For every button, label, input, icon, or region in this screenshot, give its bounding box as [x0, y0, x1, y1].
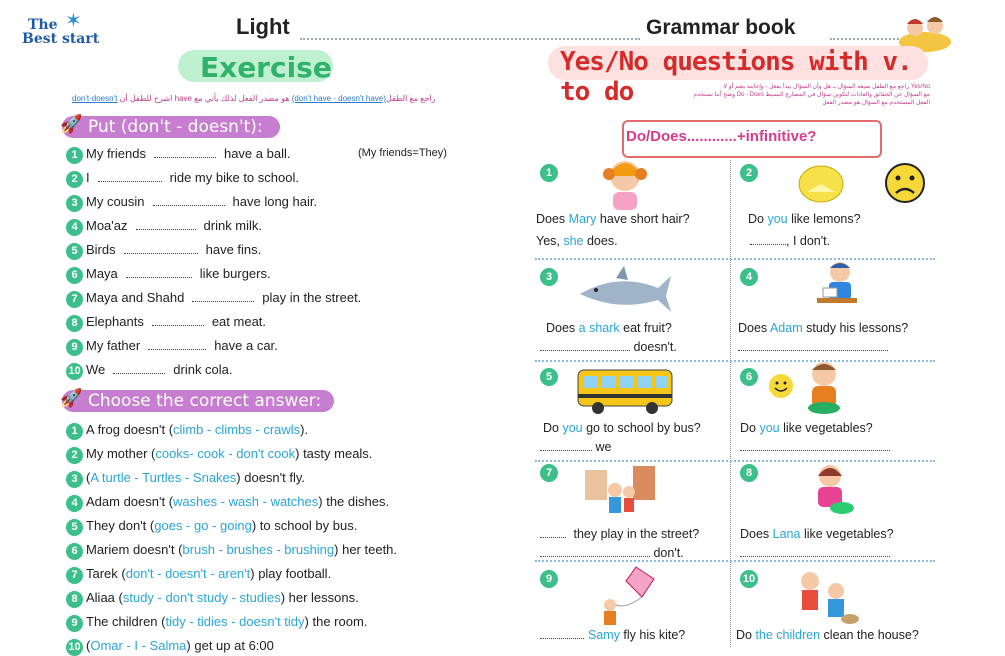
school-bus-icon [576, 364, 676, 421]
item-subject: Birds [86, 242, 116, 257]
item-options[interactable]: brush - brushes - brushing [182, 542, 335, 557]
exercise-item [86, 362, 233, 377]
item-subject: Maya [86, 266, 118, 281]
subtitle: Yes/No questions with v. to do [560, 47, 912, 107]
answer-blank[interactable] [738, 340, 888, 351]
kids-cleaning-icon [790, 563, 860, 630]
question-verb: Does [738, 321, 770, 335]
answer-part: she [563, 234, 584, 248]
exercise-item [86, 242, 261, 257]
item-number: 6 [66, 267, 83, 284]
item-suffix: ) her teeth. [334, 542, 398, 557]
teacher-note-right: راجع مع الطفل صيغة السؤال بـ هل وأن السؤال يبدأ بفعل - وإجابته بنعم أو لا Yes/No وضح أننا نستخدم Do - Does مع السؤال عن الحقائق والعادات لتكوين سؤال في المضارع البسيط الفعل المستخدم مع السؤال هو مصدر الفعل [693, 84, 930, 106]
item-suffix: ) get up at 6:00 [186, 638, 274, 653]
item-number: 2 [66, 171, 83, 188]
choice-item [86, 470, 305, 485]
item-number: 10 [66, 363, 83, 380]
item-options[interactable]: cooks- cook - don't cook [155, 446, 296, 461]
item-prefix: Aliaa ( [86, 590, 123, 605]
exercise-item [86, 266, 271, 281]
item-prefix: ( [86, 638, 91, 653]
question-subject: you [759, 421, 780, 435]
item-number: 1 [66, 147, 83, 164]
kids-street-icon [585, 462, 655, 523]
note-part: اشرح للطفل أن have هو مصدر الفعل لذلك يأتي مع [117, 94, 292, 103]
answer-part: Yes, [536, 234, 564, 248]
item-subject: Elephants [86, 314, 144, 329]
exercise-item [86, 290, 361, 305]
teacher-note-left [72, 94, 436, 103]
question [738, 321, 908, 335]
pattern-text: Do/Does............+infinitive? [626, 128, 817, 145]
boy-studying-icon [815, 258, 860, 315]
question-number: 8 [740, 464, 758, 482]
section1-banner [62, 116, 280, 138]
answer-blank[interactable] [192, 291, 254, 302]
pattern-box [622, 120, 882, 158]
question-rest: clean the house? [820, 628, 919, 642]
exercise-item [86, 314, 266, 329]
answer-blank[interactable] [126, 267, 192, 278]
item-prefix: Tarek ( [86, 566, 126, 581]
answer-part: doesn't. [630, 340, 677, 354]
question [740, 421, 873, 435]
item-options[interactable]: climb - climbs - crawls [173, 422, 301, 437]
item-number: 2 [66, 447, 83, 464]
choice-item [86, 422, 308, 437]
question-subject: Samy [588, 628, 620, 642]
exercise-item [86, 146, 290, 161]
question [543, 421, 701, 435]
item-options[interactable]: study - don't study - studies [122, 590, 281, 605]
answer [740, 546, 890, 560]
item-prefix: Mariem doesn't ( [86, 542, 183, 557]
grid-divider [535, 258, 935, 260]
question-subject: the children [755, 628, 821, 642]
item-subject: We [86, 362, 106, 377]
question-subject: Lana [772, 527, 801, 541]
question-number: 1 [540, 164, 558, 182]
note-part: راجع مع الطفل [385, 94, 436, 103]
choice-item [86, 614, 367, 629]
choice-item [86, 590, 359, 605]
answer [540, 546, 684, 560]
item-prefix: ( [86, 470, 91, 485]
question-number: 9 [540, 570, 558, 588]
item-predicate: have a car. [214, 338, 278, 353]
question [536, 212, 690, 226]
boy-vegetables-icon [800, 358, 848, 421]
answer-blank[interactable] [98, 171, 162, 182]
star-icon: ✶ [65, 10, 82, 32]
question-rest: like vegetables? [779, 421, 873, 435]
section1-title: Put (don't - doesn't): [88, 117, 263, 137]
exercise-banner [178, 50, 333, 82]
item-number: 3 [66, 195, 83, 212]
logo-line2: Best start [22, 31, 100, 47]
item-number: 3 [66, 471, 83, 488]
question-number: 10 [740, 570, 758, 588]
grid-divider [535, 560, 935, 562]
question-rest: study his lessons? [802, 321, 909, 335]
answer-blank[interactable] [750, 234, 786, 245]
item-subject: My friends [86, 146, 146, 161]
item-predicate: have a ball. [223, 146, 291, 161]
question-rest: they play in the street? [570, 527, 700, 541]
grid-divider [535, 360, 935, 362]
note-part: (don't have - doesn't have) [291, 94, 386, 103]
grid-divider [730, 160, 731, 647]
item-predicate: play in the street. [262, 290, 362, 305]
question-verb: Do [748, 212, 768, 226]
item-number: 6 [66, 543, 83, 560]
item-prefix: The children ( [86, 614, 166, 629]
question-number: 2 [740, 164, 758, 182]
question-subject: you [767, 212, 788, 226]
item-options[interactable]: don't - doesn't - aren't [125, 566, 251, 581]
answer [740, 440, 890, 454]
answer-part: , I don't. [786, 234, 831, 248]
question-rest: fly his kite? [619, 628, 686, 642]
question-number: 5 [540, 368, 558, 386]
item-predicate: drink cola. [173, 362, 233, 377]
shark-icon [578, 266, 673, 321]
item-suffix: ) to school by bus. [251, 518, 358, 533]
answer-blank[interactable] [154, 147, 216, 158]
item-options[interactable]: Omar - I - Salma [90, 638, 187, 653]
choice-item [86, 542, 397, 557]
question [748, 212, 861, 226]
answer-blank[interactable] [152, 315, 204, 326]
choice-item [86, 638, 274, 653]
item-prefix: A frog doesn't ( [86, 422, 174, 437]
question-number: 6 [740, 368, 758, 386]
item-subject: My cousin [86, 194, 145, 209]
exercise-item [86, 218, 262, 233]
lemon-icon [797, 162, 845, 211]
item-subject: Moa'az [86, 218, 128, 233]
item-subject: My father [86, 338, 141, 353]
rocket-icon: 🚀 [60, 388, 83, 408]
item-number: 5 [66, 519, 83, 536]
item-prefix: They don't ( [86, 518, 155, 533]
answer-blank[interactable] [540, 440, 592, 451]
answer-blank[interactable] [540, 628, 584, 639]
answer-blank[interactable] [540, 546, 650, 557]
logo-line1: The [28, 17, 58, 33]
item-number: 4 [66, 219, 83, 236]
item-options[interactable]: goes - go - going [154, 518, 252, 533]
question-subject: Mary [568, 212, 597, 226]
question [740, 527, 894, 541]
item-suffix: ) tasty meals. [295, 446, 373, 461]
answer-blank[interactable] [540, 340, 630, 351]
item-options[interactable]: A turtle - Turtles - Snakes [90, 470, 237, 485]
question [736, 628, 919, 642]
smile-icon [768, 373, 794, 404]
answer-part: don't. [650, 546, 684, 560]
choice-item [86, 518, 357, 533]
item-number: 9 [66, 615, 83, 632]
exercise-label: Exercise [200, 51, 332, 84]
question [546, 321, 672, 335]
item-number: 4 [66, 495, 83, 512]
item-number: 1 [66, 423, 83, 440]
answer-blank[interactable] [124, 243, 198, 254]
question-verb: Does [740, 527, 773, 541]
item-subject: I [86, 170, 90, 185]
item-predicate: like burgers. [199, 266, 271, 281]
note-part: don't-doesn't [72, 94, 118, 103]
girl-icon [600, 154, 650, 215]
item-options[interactable]: washes - wash - watches [173, 494, 319, 509]
item-suffix: ) her lessons. [280, 590, 359, 605]
item-options[interactable]: tidy - tidies - doesn't tidy [165, 614, 305, 629]
question-subject: a shark [578, 321, 620, 335]
question-rest: like lemons? [787, 212, 861, 226]
item-number: 7 [66, 567, 83, 584]
section2-banner [62, 390, 334, 412]
answer [540, 440, 611, 454]
item-number: 8 [66, 315, 83, 332]
question-number: 4 [740, 268, 758, 286]
answer-blank[interactable] [136, 219, 196, 230]
divider [300, 38, 640, 40]
girl-vegetables-icon [808, 462, 856, 523]
rocket-icon: 🚀 [60, 114, 83, 134]
item-prefix: My mother ( [86, 446, 156, 461]
choice-item [86, 494, 389, 509]
item-suffix: ). [300, 422, 309, 437]
choice-item [86, 566, 331, 581]
question-rest: like vegetables? [800, 527, 894, 541]
question-subject: Adam [769, 321, 803, 335]
answer-blank[interactable] [740, 546, 890, 557]
item-prefix: Adam doesn't ( [86, 494, 174, 509]
answer-part: does. [583, 234, 618, 248]
item-number: 10 [66, 639, 83, 656]
question-rest: go to school by bus? [582, 421, 701, 435]
answer [536, 234, 618, 248]
answer [738, 340, 888, 354]
question-number: 3 [540, 268, 558, 286]
item-predicate: have long hair. [232, 194, 318, 209]
question-rest: have short hair? [596, 212, 690, 226]
answer-blank[interactable] [740, 440, 890, 451]
question-subject: you [562, 421, 583, 435]
question [540, 628, 685, 642]
question-verb: Do [736, 628, 756, 642]
right-title: Grammar book [646, 16, 796, 39]
item-number: 5 [66, 243, 83, 260]
question-verb: Do [543, 421, 563, 435]
item-suffix: ) doesn't fly. [236, 470, 306, 485]
item-number: 8 [66, 591, 83, 608]
answer-blank[interactable] [540, 527, 566, 538]
exercise-item [86, 194, 317, 209]
left-title: Light [236, 14, 290, 39]
item-predicate: eat meat. [211, 314, 267, 329]
section2-title: Choose the correct answer: [88, 391, 322, 411]
item-subject: Maya and Shahd [86, 290, 185, 305]
item-predicate: have fins. [205, 242, 262, 257]
answer [540, 340, 677, 354]
exercise-item [86, 338, 278, 353]
item-hint: (My friends=They) [358, 147, 447, 159]
answer-blank[interactable] [148, 339, 206, 350]
answer-blank[interactable] [153, 195, 225, 206]
kite-icon [596, 565, 658, 632]
item-number: 7 [66, 291, 83, 308]
sad-face-icon [884, 162, 926, 209]
item-predicate: drink milk. [203, 218, 263, 233]
item-suffix: ) play football. [250, 566, 332, 581]
choice-item [86, 446, 372, 461]
question-rest: eat fruit? [619, 321, 672, 335]
answer-part: we [592, 440, 612, 454]
question-verb: Does [546, 321, 579, 335]
item-suffix: ) the dishes. [318, 494, 390, 509]
question [540, 527, 699, 541]
item-number: 9 [66, 339, 83, 356]
question-verb: Does [536, 212, 569, 226]
question-number: 7 [540, 464, 558, 482]
answer [750, 234, 830, 248]
exercise-item [86, 170, 299, 185]
item-suffix: ) the room. [304, 614, 368, 629]
logo [20, 8, 100, 48]
question-verb: Do [740, 421, 760, 435]
answer-blank[interactable] [113, 363, 165, 374]
item-predicate: ride my bike to school. [169, 170, 299, 185]
